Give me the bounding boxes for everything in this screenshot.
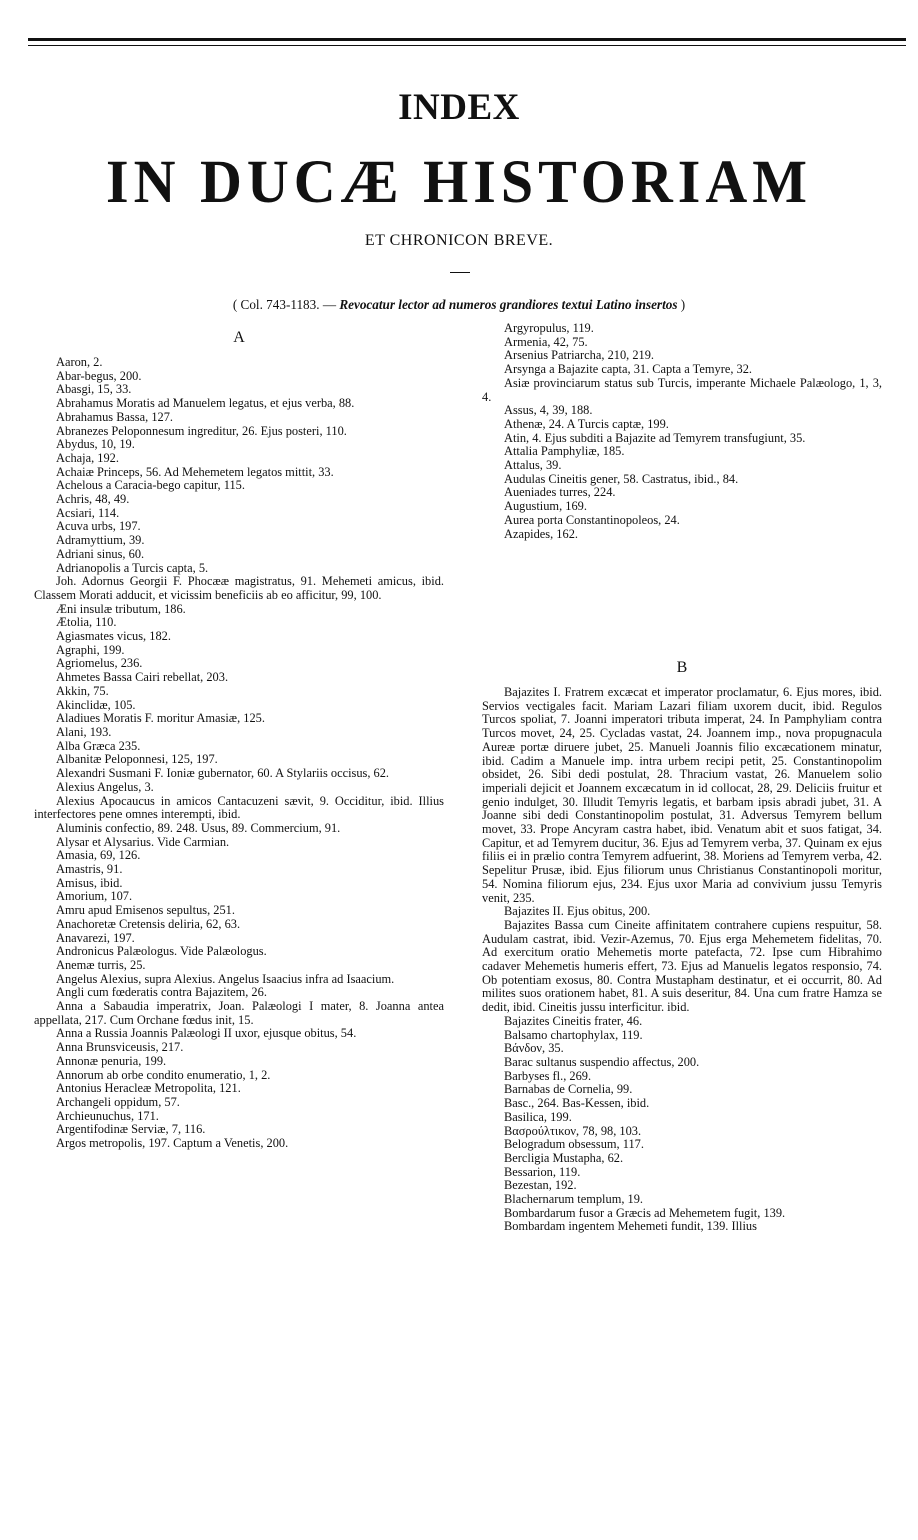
index-entry: Bajazites Cineitis frater, 46. [504,1013,643,1028]
index-entry: Agriomelus, 236. [56,656,143,671]
index-entry: Albanitæ Peloponnesi, 125, 197. [56,752,218,767]
index-entry: Ahmetes Bassa Cairi rebellat, 203. [56,670,229,685]
index-entry: Achris, 48, 49. [56,492,130,507]
index-entry: Æni insulæ tributum, 186. [56,601,186,616]
index-entry: Bezestan, 192. [504,1178,577,1193]
section-letter-b: B [676,659,688,676]
title-divider [450,272,470,273]
index-entry: Arsynga a Bajazite capta, 31. Capta a Temyre, 32. [504,362,752,377]
index-entry: Aladiues Moratis F. moritur Amasiæ, 125. [56,711,265,726]
index-entry: Andronicus Palæologus. Vide Palæologus. [56,944,267,959]
index-entry: Alba Græca 235. [56,738,141,753]
index-entry: Arsenius Patriarcha, 210, 219. [504,348,655,363]
index-entry: Anemæ turris, 25. [56,957,146,972]
index-entry: Akkin, 75. [56,683,109,698]
index-entry: Annonæ penuria, 199. [56,1053,167,1068]
index-entry: Archieunuchus, 171. [56,1108,159,1123]
index-entry: Alysar et Alysarius. Vide Carmian. [56,834,230,849]
top-rule-thick [28,38,906,41]
index-entry: Abrahamus Moratis ad Manuelem legatus, et ejus verba, 88. [56,396,355,411]
index-entry: Abranezes Peloponnesum ingreditur, 26. Ejus posteri, 110. [56,423,347,438]
index-entry: Amorium, 107. [56,889,133,904]
index-entry: Armenia, 42, 75. [504,334,588,349]
index-entry: Acuva urbs, 197. [56,519,141,534]
column-note [0,297,918,313]
index-entry: Audulas Cineitis gener, 58. Castratus, ibid., 84. [504,471,739,486]
index-entry: Bajazites II. Ejus obitus, 200. [504,904,651,919]
index-entry: Aueniades turres, 224. [504,485,616,500]
index-entry: Adriani sinus, 60. [56,546,145,561]
index-entry: Azapides, 162. [504,526,578,541]
index-entry: Basilica, 199. [504,1109,572,1124]
index-entry: Bajazites I. Fratrem excæcat et imperator proclamatur, 6. Ejus mores, ibid. Servios vectigales facit. Mariam Lazari filiam uxorem ducit, ibid. Regulos Turcos spoliat, 7. Joanni imperatori tributa imperat, 24. In Pamphyliam contra Turcos movet, 24, 25. Cycladas vastat, 24. Joannem imp., nova propugnacula Aureæ portæ diruere jubet, 25. Manueli Joannis filio excæcationem minatur, ibid. Cadim a Manuele imp. intra urbem recipi petit, 25. Constantinopolim obsidet, 26. Sibi dedi postulat, 28. Thracium vastat, 26. Manuelem solio imperiali dejicit et Joannem excæcatum in id collocat, 28, 29. Deliciis fruitur et genio indulget, 30. Illudit Temyris legatis, et barbam ipsis abradi jubet, 31. A Joanne sibi dedi Constantinopolim postulat, 31. Adversus Temyrem bellum movet, 33. Prope Ancyram castra habet, ibid. Venatum abit et suos fatigat, 34. Capitur, et ad Temyrem ducitur, 36. Ejus ad Temyrem verba, 37. Quinam ex ejus filiis ei in prælio contra Temyrem adfuerint, 38. Moriens ad Temyrem verba, 42. Sepelitur Prusæ, ibid. Ejus filiorum unus Christianus Constantinopoli moritur, 54. Nomina filiorum ejus, 234. Ejus uxor Maria ad convivium jussu Temyris venit, 235. [482,685,882,905]
index-entry: Amasia, 69, 126. [56,848,141,863]
section-letter-a: A [233,329,245,346]
index-entry: Abydus, 10, 19. [56,437,135,452]
top-rule-thin [28,45,906,46]
index-entry: Anavarezi, 197. [56,930,135,945]
heading-index: INDEX [398,87,520,128]
index-entry: Amastris, 91. [56,862,123,877]
index-entry: Alani, 193. [56,724,112,739]
index-entry: Aurea porta Constantinopoleos, 24. [504,512,680,527]
index-entry: Assus, 4, 39, 188. [504,403,593,418]
left-column [34,322,444,1151]
index-entry: Annorum ab orbe condito enumeratio, 1, 2. [56,1067,271,1082]
index-entry: Alexandri Susmani F. Ioniæ gubernator, 60. A Stylariis occisus, 62. [56,766,390,781]
index-entry: Asiæ provinciarum status sub Turcis, imperante Michaele Palæologo, 1, 3, 4. [482,375,882,404]
index-entry: Adramyttium, 39. [56,533,145,548]
index-entry: Barbyses fl., 269. [504,1068,592,1083]
right-b-entry-list [482,686,882,1234]
index-entry: Athenæ, 24. A Turcis captæ, 199. [504,416,669,431]
index-entry: Ætolia, 110. [56,615,117,630]
index-entry: Alexius Angelus, 3. [56,779,154,794]
index-entry: Augustium, 169. [504,499,587,514]
index-entry: Angelus Alexius, supra Alexius. Angelus Isaacius infra ad Isaacium. [56,971,395,986]
index-entry: Βάνδον, 35. [504,1041,564,1056]
index-entry: Achaja, 192. [56,450,119,465]
index-entry: Bessarion, 119. [504,1164,581,1179]
index-entry: Bercligia Mustapha, 62. [504,1150,624,1165]
index-entry: Archangeli oppidum, 57. [56,1094,180,1109]
index-entry: Atin, 4. Ejus subditi a Bajazite ad Temyrem transfugiunt, 35. [504,430,806,445]
index-entry: Attalus, 39. [504,458,562,473]
index-entry: Basc., 264. Bas-Kessen, ibid. [504,1096,650,1111]
index-entry: Achaiæ Princeps, 56. Ad Mehemetem legatos mittit, 33. [56,464,334,479]
index-entry: Adrianopolis a Turcis capta, 5. [56,560,209,575]
index-entry: Balsamo chartophylax, 119. [504,1027,643,1042]
index-entry: Argyropulus, 119. [504,321,594,335]
index-entry: Anna Brunsviceusis, 217. [56,1040,184,1055]
page-subtitle: ET CHRONICON BREVE. [364,232,554,249]
index-entry: Anachoretæ Cretensis deliria, 62, 63. [56,916,241,931]
index-entry: Alexius Apocaucus in amicos Cantacuzeni sævit, 9. Occiditur, ibid. Illius interfectores pene omnes interempti, ibid. [34,793,444,822]
index-entry: Attalia Pamphyliæ, 185. [504,444,625,459]
index-entry: Barnabas de Cornelia, 99. [504,1082,633,1097]
index-entry: Barac sultanus suspendio affectus, 200. [504,1054,700,1069]
index-entry: Abar-begus, 200. [56,368,142,383]
index-entry: Amru apud Emisenos sepultus, 251. [56,903,235,918]
index-entry: Belogradum obsessum, 117. [504,1137,644,1152]
page-title: IN DUCÆ HISTORIAM [106,147,812,216]
index-entry: Argos metropolis, 197. Captum a Venetis, 200. [56,1136,289,1151]
column-note-suffix: ) [680,297,686,312]
index-entry: Bajazites Bassa cum Cineite affinitatem contrahere cupiens respuitur, 58. Audulam castrat, ibid. Vezir-Azemus, 70. Ejus erga Mehemetem fidelitas, 70. Ad exercitum oratio Mehemetis morte patefacta, 72. Ipse cum Hibrahimo cadaver Mehemetis humeris effert, 73. Ejus ad Manuelis legatos responsio, 74. Ob potentiam exosus, 80. Contra Mustapham destinatur, et ei occurrit, 80. Ad milites suos orationem habet, 81. A suis deseritur, 84. Una cum fratre Hamza se dedit, ibid. Cineitis jussu interficitur. ibid. [482,917,882,1015]
index-entry: Abasgi, 15, 33. [56,382,132,397]
column-note-italic: Revocatur lector ad numeros grandiores textui Latino insertos [339,297,678,312]
right-column-a [482,322,882,541]
index-entry: Βασρούλτικον, 78, 98, 103. [504,1123,642,1138]
index-entry: Anna a Sabaudia imperatrix, Joan. Palæologi I mater, 8. Joanna antea appellata, 217. Cum Orchane fœdus init, 15. [34,999,444,1027]
column-note-prefix: ( Col. 743-1183. — [232,297,337,312]
index-entry: Bombardarum fusor a Græcis ad Mehemetem fugit, 139. [504,1205,786,1220]
left-entry-list [34,356,444,1151]
index-entry: Angli cum fœderatis contra Bajazitem, 26. [56,985,267,1000]
index-entry: Akinclidæ, 105. [56,697,136,712]
index-entry: Abrahamus Bassa, 127. [56,409,174,424]
right-column-b [482,652,882,1234]
index-entry: Aaron, 2. [56,355,103,369]
index-entry: Achelous a Caracia-bego capitur, 115. [56,478,245,493]
index-entry: Aluminis confectio, 89. 248. Usus, 89. Commercium, 91. [56,820,341,835]
index-entry: Agraphi, 199. [56,642,125,657]
index-entry: Antonius Heracleæ Metropolita, 121. [56,1081,241,1096]
index-entry: Argentifodinæ Serviæ, 7, 116. [56,1122,206,1137]
index-entry: Agiasmates vicus, 182. [56,629,171,644]
index-entry: Blachernarum templum, 19. [504,1192,644,1207]
index-entry: Amisus, ibid. [56,875,123,890]
index-entry: Bombardam ingentem Mehemeti fundit, 139. Illius [504,1219,757,1234]
index-entry: Anna a Russia Joannis Palæologi II uxor, ejusque obitus, 54. [56,1026,357,1041]
index-entry: Acsiari, 114. [56,505,120,520]
right-a-entry-list [482,322,882,541]
index-entry: Joh. Adornus Georgii F. Phocææ magistratus, 91. Mehemeti amicus, ibid. Classem Morati adducit, et vicissim beneficiis ab eo afficitur, 99, 100. [34,574,444,602]
